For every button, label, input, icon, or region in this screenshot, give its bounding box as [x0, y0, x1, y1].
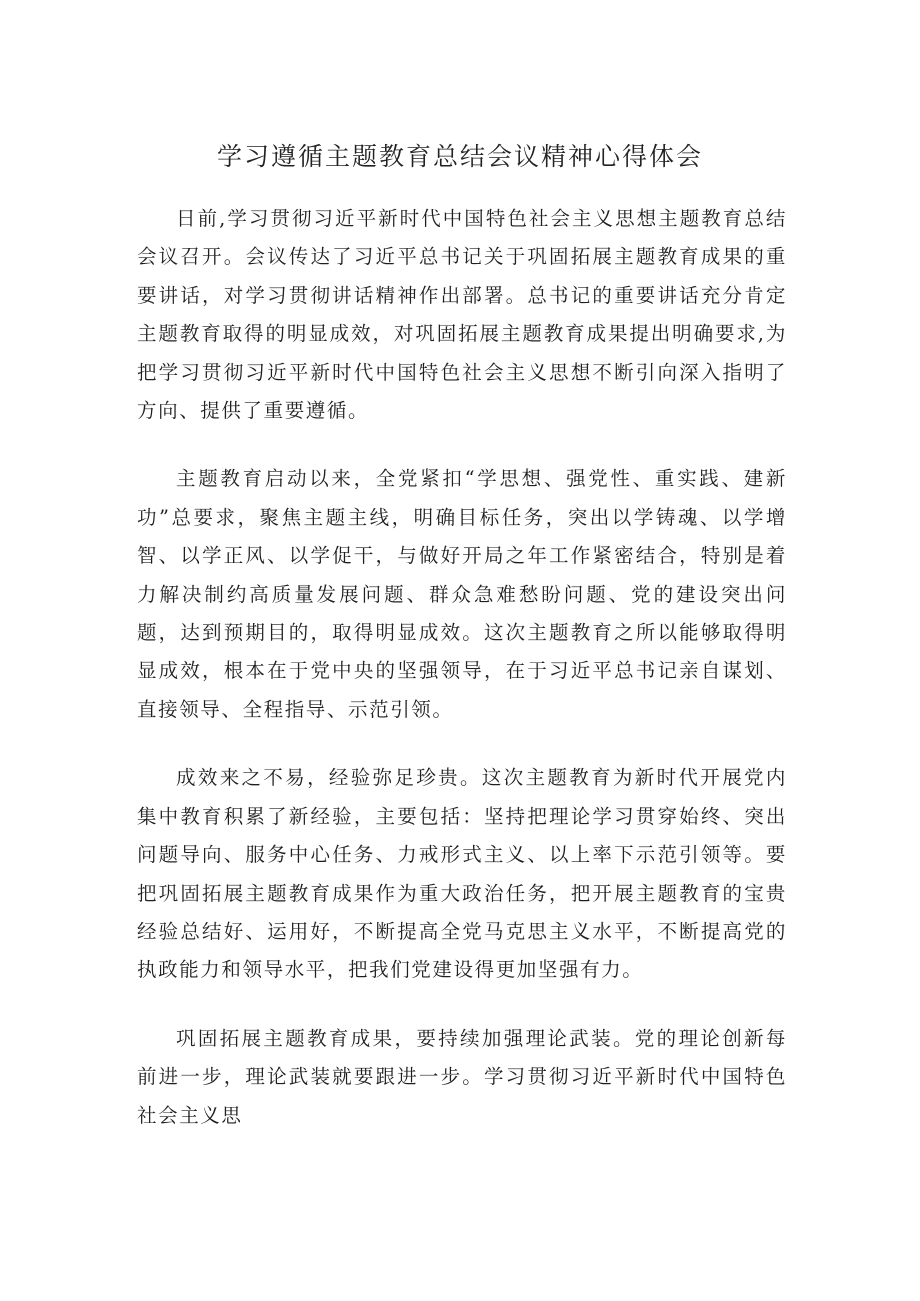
paragraph-2: 主题教育启动以来，全党紧扣“学思想、强党性、重实践、建新功”总要求，聚焦主题主线，明确目标任务，突出以学铸魂、以学增智、以学正风、以学促干，与做好开局之年工作紧密结合，特别是着力解决制约高质量发展问题、群众急难愁盼问题、党的建设突出问题，达到预期目的，取得明显成效。这次主题教育之所以能够取得明显成效，根本在于党中央的坚强领导，在于习近平总书记亲自谋划、直接领导、全程指导、示范引领。 [137, 467, 787, 721]
document-title: 学习遵循主题教育总结会议精神心得体会 [216, 142, 703, 171]
document-body [137, 200, 787, 1135]
paragraph-3: 成效来之不易，经验弥足珍贵。这次主题教育为新时代开展党内集中教育积累了新经验，主要包括：坚持把理论学习贯穿始终、突出问题导向、服务中心任务、力戒形式主义、以上率下示范引领等。要把巩固拓展主题教育成果作为重大政治任务，把开展主题教育的宝贵经验总结好、运用好，不断提高全党马克思主义水平，不断提高党的执政能力和领导水平，把我们党建设得更加坚强有力。 [137, 766, 787, 982]
paragraph-1: 日前,学习贯彻习近平新时代中国特色社会主义思想主题教育总结会议召开。会议传达了习近平总书记关于巩固拓展主题教育成果的重要讲话，对学习贯彻讲话精神作出部署。总书记的重要讲话充分肯定主题教育取得的明显成效，对巩固拓展主题教育成果提出明确要求,为把学习贯彻习近平新时代中国特色社会主义思想不断引向深入指明了方向、提供了重要遵循。 [137, 207, 787, 423]
paragraph-4: 巩固拓展主题教育成果，要持续加强理论武装。党的理论创新每前进一步，理论武装就要跟进一步。学习贯彻习近平新时代中国特色社会主义思 [137, 1026, 787, 1127]
